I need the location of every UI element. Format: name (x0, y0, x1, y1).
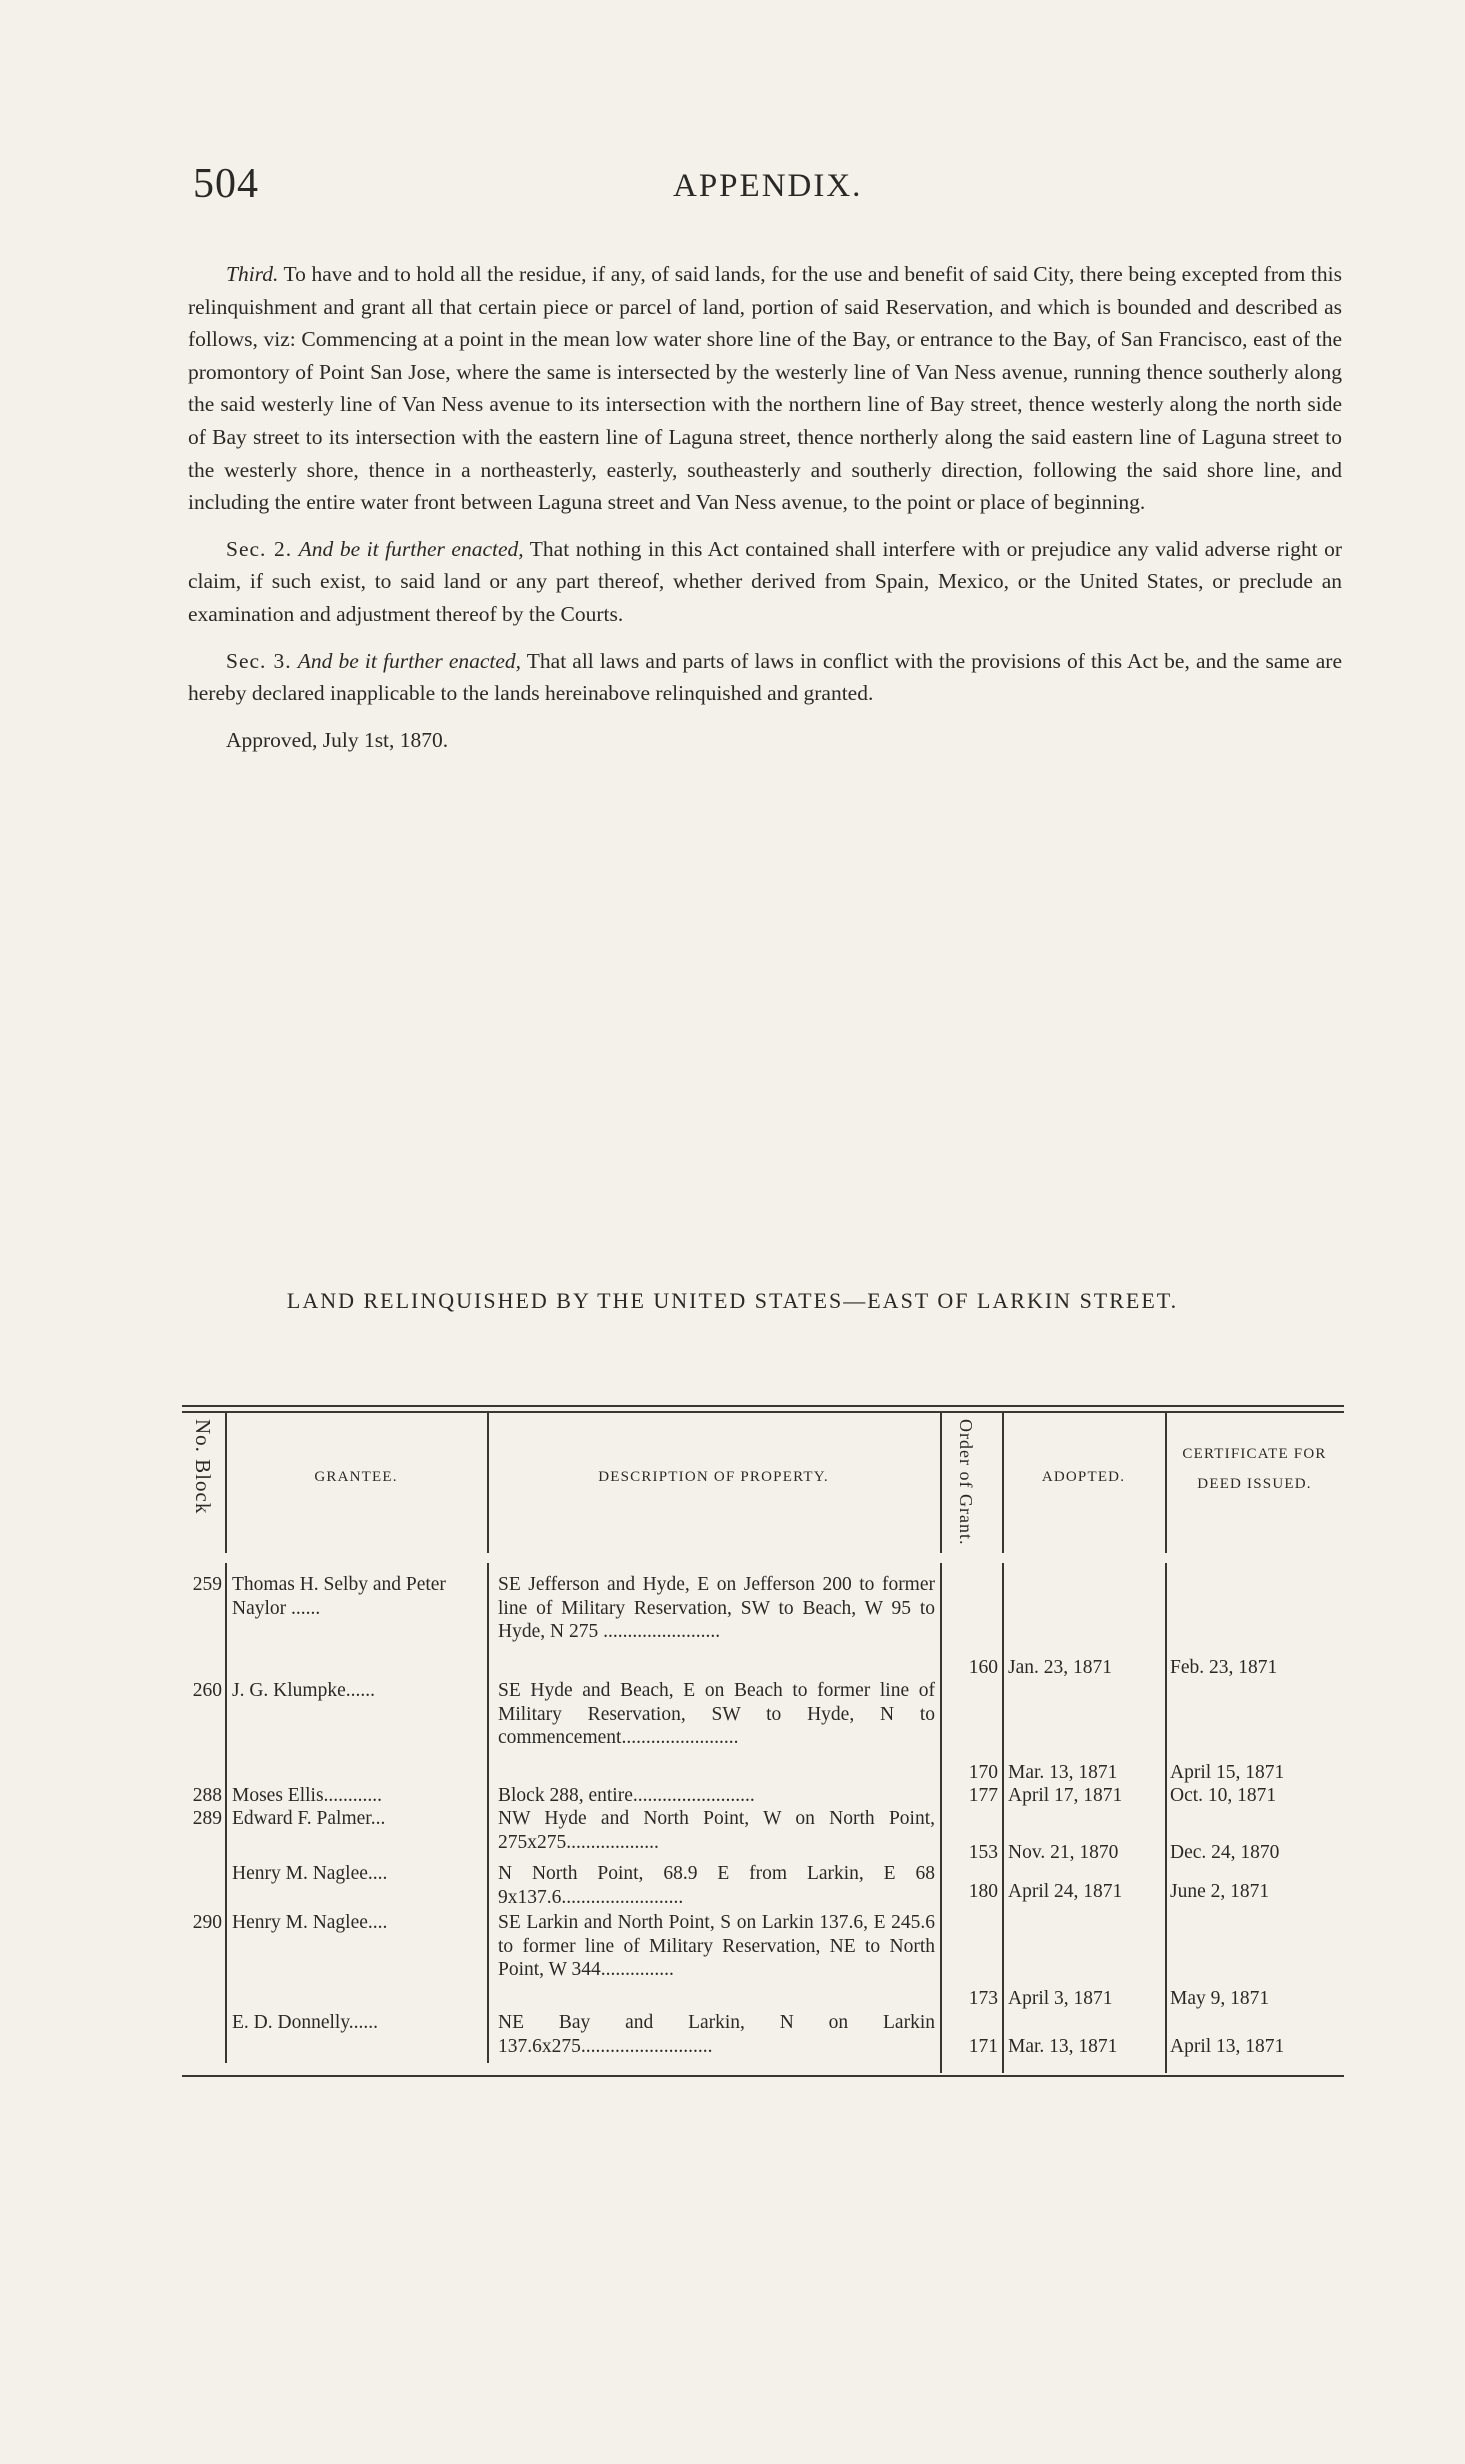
cell-adopted: April 24, 1871 (1008, 1881, 1123, 1902)
running-head: APPENDIX. (673, 168, 863, 204)
cell-description: N North Point, 68.9 E from Larkin, E 68 9x137.6......................... (498, 1863, 935, 1908)
paragraph-third (188, 258, 1342, 519)
cell-block: 260 (192, 1680, 222, 1701)
cell-order: 177 (968, 1785, 998, 1806)
cell-description: SE Hyde and Beach, E on Beach to former line of Military Reservation, SW to Hyde, N to commencement........................ (498, 1680, 935, 1748)
table-top-rule (182, 1405, 1344, 1407)
cell-grantee: Thomas H. Selby and Peter Naylor ...... (232, 1574, 446, 1619)
table-bottom-rule (182, 2075, 1344, 2077)
cell-certificate: Oct. 10, 1871 (1170, 1785, 1277, 1806)
cell-adopted: April 17, 1871 (1008, 1785, 1123, 1806)
body-text (188, 258, 1342, 770)
header-divider (940, 1413, 942, 1553)
header-adopted: ADOPTED. (1041, 1469, 1126, 1485)
column-divider (1002, 1563, 1004, 2073)
section-2 (188, 533, 1342, 631)
section-text: That all laws and parts of laws in conflict with the provisions of this Act be, and the same are hereby declared inapplicable to the lands hereinabove relinquished and granted. (188, 648, 1343, 706)
header-certificate: CERTIFICATE FOR DEED ISSUED. (1182, 1446, 1327, 1492)
cell-description: NW Hyde and North Point, W on North Point, 275x275................... (498, 1808, 935, 1853)
cell-description: SE Jefferson and Hyde, E on Jefferson 200 to former line of Military Reservation, SW to Beach, W 95 to Hyde, N 275 ........................ (498, 1574, 935, 1642)
cell-order: 180 (968, 1881, 998, 1902)
cell-grantee: E. D. Donnelly...... (232, 2012, 379, 2033)
cell-certificate: Dec. 24, 1870 (1170, 1842, 1280, 1863)
cell-block: 259 (192, 1574, 222, 1595)
cell-certificate: June 2, 1871 (1170, 1881, 1270, 1902)
cell-certificate: April 15, 1871 (1170, 1762, 1285, 1783)
cell-grantee: J. G. Klumpke...... (232, 1680, 375, 1701)
section-lead: And be it further enacted, (297, 648, 522, 673)
cell-certificate: April 13, 1871 (1170, 2036, 1285, 2057)
cell-certificate: Feb. 23, 1871 (1170, 1657, 1278, 1678)
column-divider (487, 1563, 489, 2063)
cell-certificate: May 9, 1871 (1170, 1988, 1270, 2009)
column-divider (1165, 1563, 1167, 2073)
table-top-rule-inner (182, 1411, 1344, 1413)
cell-order: 171 (968, 2036, 998, 2057)
paragraph-lead: Third. (226, 262, 279, 286)
section-label: Sec. 2. (226, 536, 293, 561)
cell-block: 289 (192, 1808, 222, 1829)
header-description: DESCRIPTION OF PROPERTY. (598, 1469, 829, 1485)
header-grantee: GRANTEE. (314, 1469, 398, 1485)
cell-description: SE Larkin and North Point, S on Larkin 137.6, E 245.6 to former line of Military Reservation, NE to North Point, W 344............... (498, 1912, 935, 1980)
paragraph-text: To have and to hold all the residue, if any, of said lands, for the use and benefit of said City, there being excepted from this relinquishment and grant all that certain piece or parcel of land, portion of said Reservation, and which is bounded and described as follows, viz: Commencing at a point in the mean low water shore line of the Bay, or entrance to the Bay, of San Francisco, east of the promontory of Point San Jose, where the same is intersected by the westerly line of Van Ness avenue, running thence southerly along the said westerly line of Van Ness avenue to its intersection with the northern line of Bay street, thence westerly along the north side of Bay street to its intersection with the eastern line of Laguna street, thence northerly along the said eastern line of Laguna street to the westerly shore, thence in a northeasterly, easterly, southeasterly and southerly direction, following the said shore line, and including the entire water front between Laguna street and Van Ness avenue, to the point or place of beginning. (188, 262, 1342, 515)
table-title: LAND RELINQUISHED BY THE UNITED STATES—EAST OF LARKIN STREET. (286, 1288, 1179, 1313)
section-3 (188, 645, 1342, 710)
section-label: Sec. 3. (226, 648, 292, 673)
page-header (0, 160, 1465, 220)
cell-order: 170 (968, 1762, 998, 1783)
cell-order: 173 (968, 1988, 998, 2009)
header-block: No. Block (191, 1419, 215, 1515)
cell-adopted: April 3, 1871 (1008, 1988, 1113, 2009)
cell-order: 160 (968, 1657, 998, 1678)
cell-adopted: Nov. 21, 1870 (1008, 1842, 1119, 1863)
cell-grantee: Edward F. Palmer... (232, 1808, 386, 1829)
column-divider (940, 1563, 942, 2073)
section-lead: And be it further enacted, (298, 536, 524, 561)
cell-adopted: Mar. 13, 1871 (1008, 1762, 1118, 1783)
cell-order: 153 (968, 1842, 998, 1863)
land-table (182, 1405, 1344, 2085)
approved-date: Approved, July 1st, 1870. (226, 727, 449, 752)
cell-grantee: Henry M. Naglee.... (232, 1863, 388, 1884)
cell-adopted: Mar. 13, 1871 (1008, 2036, 1118, 2057)
section-text: That nothing in this Act contained shall interfere with or prejudice any valid adverse right or claim, if such exist, to said land or any part thereof, whether derived from Spain, Mexico, or the United States, or preclude an examination and adjustment thereof by the Courts. (188, 536, 1342, 626)
cell-block: 290 (192, 1912, 222, 1933)
page-number: 504 (193, 161, 259, 207)
cell-adopted: Jan. 23, 1871 (1008, 1657, 1112, 1678)
header-order: Order of Grant. (956, 1419, 976, 1546)
cell-grantee: Moses Ellis............ (232, 1785, 383, 1806)
cell-block: 288 (192, 1785, 222, 1806)
column-divider (225, 1563, 227, 2063)
cell-description: NE Bay and Larkin, N on Larkin 137.6x275........................... (498, 2012, 935, 2057)
cell-grantee: Henry M. Naglee.... (232, 1912, 388, 1933)
cell-description: Block 288, entire......................... (498, 1785, 755, 1806)
